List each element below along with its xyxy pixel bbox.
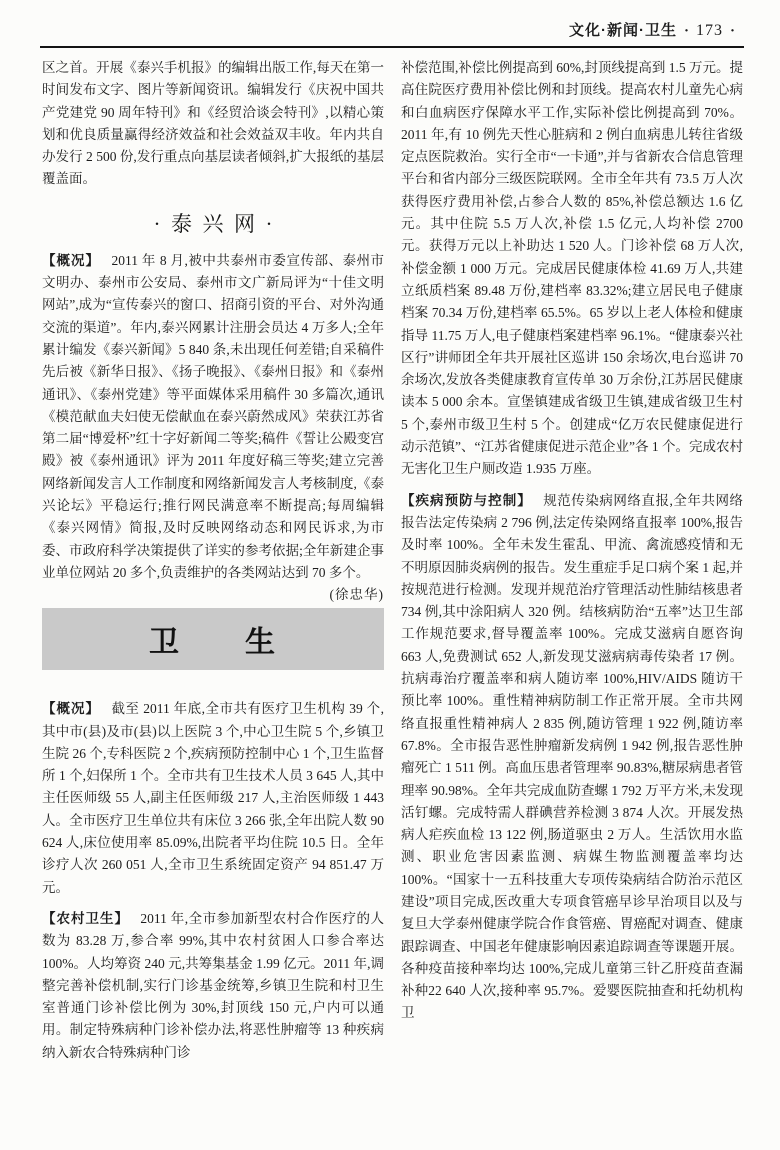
chapter-banner-health: [42, 608, 384, 670]
entry-label-disease-prevention: 【疾病预防与控制】: [401, 492, 532, 508]
entry-label-overview: 【概况】: [42, 252, 101, 268]
entry-text-disease-prevention: 规范传染病网络直报,全年共网络报告法定传染病 2 796 例,法定传染网络直报率 100%,报告及时率 100%。全年未发生霍乱、甲流、禽流感疫情和无不明原因肺炎病例的报告。发生重症手足口病个案 1 起,并按规范进行检测。发现并规范治疗管理活动性肺结核患者 734 例,其中涂阳病人 320 例。结核病防治“五率”达卫生部工作规范要求,督导覆盖率 100%。完成艾滋病自愿咨询 663 人,免费测试 652 人,新发现艾滋病病毒传染者 17 例。抗病毒治疗覆盖率和病人随访率 100%,HIV/AIDS 随访干预比率 100%。重性精神病防制工作正常开展。全市共网络直报重性精神病人 2 835 例,随访管理 1 922 例,随访率 67.8%。全市报告恶性肿瘤新发病例 1 942 例,报告恶性肿瘤死亡 1 511 例。高血压患者管理率 90.83%,糖尿病患者管理率 90.98%。全年共完成血防查螺 1 792 万平方米,未发现活钉螺。完成特需人群碘营养检测 3 874 人次。开展发热病人疟疾血检 13 122 例,肠道驱虫 2 万人。生活饮用水监测、职业危害因素监测、病媒生物监测覆盖率均达 100%。“国家十一五科技重大专项传染病结合防治示范区建设”项目完成,医改重大专项食管癌早诊早治项目以及与复旦大学泰州健康学院合作食管癌、胃癌配对调查、健康跟踪调查、中国老年健康影响因素追踪调查等课题开展。各种疫苗接种率均达 100%,完成儿童第三针乙肝疫苗查漏补种22 640 人次,接种率 95.7%。爱婴医院抽查和托幼机构卫: [401, 492, 744, 1021]
section-title-taixing-net: ·泰兴网·: [153, 211, 283, 236]
entry-text-overview: 2011 年 8 月,被中共泰州市委宣传部、泰州市文明办、泰州市公安局、泰州市文广新局评为“十佳文明网站”,成为“宣传泰兴的窗口、招商引资的平台、对外沟通交流的渠道”。年内,泰兴网累计注册会员达 4 万多人;全年累计编发《泰兴新闻》5 840 条,未出现任何差错;自采稿件先后被《新华日报》、《扬子晚报》、《泰州日报》和《泰州通讯》、《泰州党建》等平面媒体采用稿件 30 多篇次,通讯《模范献血夫妇使无偿献血在泰兴蔚然成风》荣获江苏省第二届“博爱杯”红十字好新闻二等奖;稿件《誓让公殿变宫殿》被《泰州通讯》评为 2011 年度好稿三等奖;建立完善网络新闻发言人工作制度和网络新闻发言人考核制度,《泰兴论坛》平稳运行;推行网民满意率不断提高;每周编辑《泰兴网情》简报,及时反映网络动态和网民诉求,为市委、市政府科学决策提供了详实的参考依据;全年新建企事业单位网站 20 多个,负责维护的各类网站达到 70 多个。: [42, 252, 385, 580]
byline-author: (徐忠华): [329, 587, 384, 603]
entry-label-health-overview: 【概况】: [42, 701, 100, 717]
page-number-dot-left: ·: [683, 23, 689, 39]
paragraph-newspaper-continued: 区之首。开展《泰兴手机报》的编辑出版工作,每天在第一时间发布文字、图片等新闻资讯。编辑发行《庆祝中国共产党建党 90 周年特刊》和《经贸洽谈会特刊》,以精心策划和优良质量赢得经济效益和社会效益双丰收。年内共自办发行 2 500 份,发行重点向基层读者倾斜,扩大报纸的基层覆盖面。: [42, 60, 384, 187]
right-column: [401, 57, 743, 1064]
chapter-banner-title: 卫 生: [149, 626, 277, 660]
two-column-body: [42, 57, 744, 1064]
paragraph-rural-health: [42, 908, 384, 1064]
entry-text-rural-health: 2011 年,全市参加新型农村合作医疗的人数为 83.28 万,参合率 99%,其中农村贫困人口参合率达 100%。人均筹资 240 元,共筹集基金 1.99 亿元。2011 年,调整完善补偿机制,实行门诊基金统筹,乡镇卫生院和村卫生室普通门诊补偿比例为 30%,封顶线 150 元,户内可以通用。制定特殊病种门诊补偿办法,将恶性肿瘤等 13 种疾病纳入新农合特殊病种门诊: [42, 910, 385, 1060]
running-head: [569, 19, 742, 40]
page-number-dot-right: ·: [729, 23, 735, 39]
paragraph-disease-prevention: [401, 490, 743, 1025]
running-head-section-title: 文化·新闻·卫生: [568, 22, 677, 39]
paragraph-taixing-net-overview: [42, 250, 385, 603]
entry-label-rural-health: 【农村卫生】: [42, 910, 129, 926]
header-rule: [40, 46, 744, 48]
left-column: [42, 57, 384, 1064]
entry-text-health-overview: 截至 2011 年底,全市共有医疗卫生机构 39 个,其中市(县)及市(县)以上医院 3 个,中心卫生院 5 个,乡镇卫生院 26 个,专科医院 2 个,疾病预防控制中心 1 个,卫生监督所 1 个,妇保所 1 个。全市共有卫生技术人员 3 645 人,其中主任医师级 55 人,副主任医师级 217 人,主治医师级 1 443 人。全市医疗卫生单位共有床位 3 266 张,全年出院人数 90 624 人,床位使用率 85.09%,出院者平均住院 10.5 日。全年诊疗人次 260 051 人,全市卫生系统固定资产 94 851.47 万元。: [42, 701, 385, 895]
page-number: 173: [695, 22, 723, 39]
paragraph-health-overview: [42, 698, 384, 899]
paragraph-rural-health-continued: 补偿范围,补偿比例提高到 60%,封顶线提高到 1.5 万元。提高住院医疗费用补偿比例和封顶线。提高农村儿童先心病和白血病医疗保障水平工作,实际补偿比例提高到 70%。2011 年,有 10 例先天性心脏病和 2 例白血病患儿转往省级定点医院救治。实行全市“一卡通”,并与省新农合信息管理平台和省内部分三级医院联网。全市全年共有 73.5 万人次获得医疗费用补偿,占参合人数的 85%,补偿总额达 1.6 亿元。其中住院 5.5 万人次,补偿 1.5 亿元,人均补偿 2700 元。获得万元以上补助达 1 520 人。门诊补偿 68 万人次,补偿金额 1 000 万元。完成居民健康体检 41.69 万人,共建立纸质档案 89.48 万份,建档率 83.32%;建立居民电子健康档案 70.34 万份,建档率 65.5%。65 岁以上老人体检和健康指导 11.75 万人,电子健康档案建档率 96.1%。“健康泰兴社区行”讲师团全年共开展社区巡讲 150 余场次,电台巡讲 70 余场次,发放各类健康教育宣传单 30 万余份,江苏居民健康读本 5 000 余本。宣堡镇建成省级卫生镇,建成省级卫生村 5 个,泰州市级卫生村 5 个。创建成“亿万农民健康促进行动示范镇”、“江苏省健康促进示范企业”各 1 个。完成农村无害化卫生户厕改造 1.935 万座。: [401, 60, 743, 477]
